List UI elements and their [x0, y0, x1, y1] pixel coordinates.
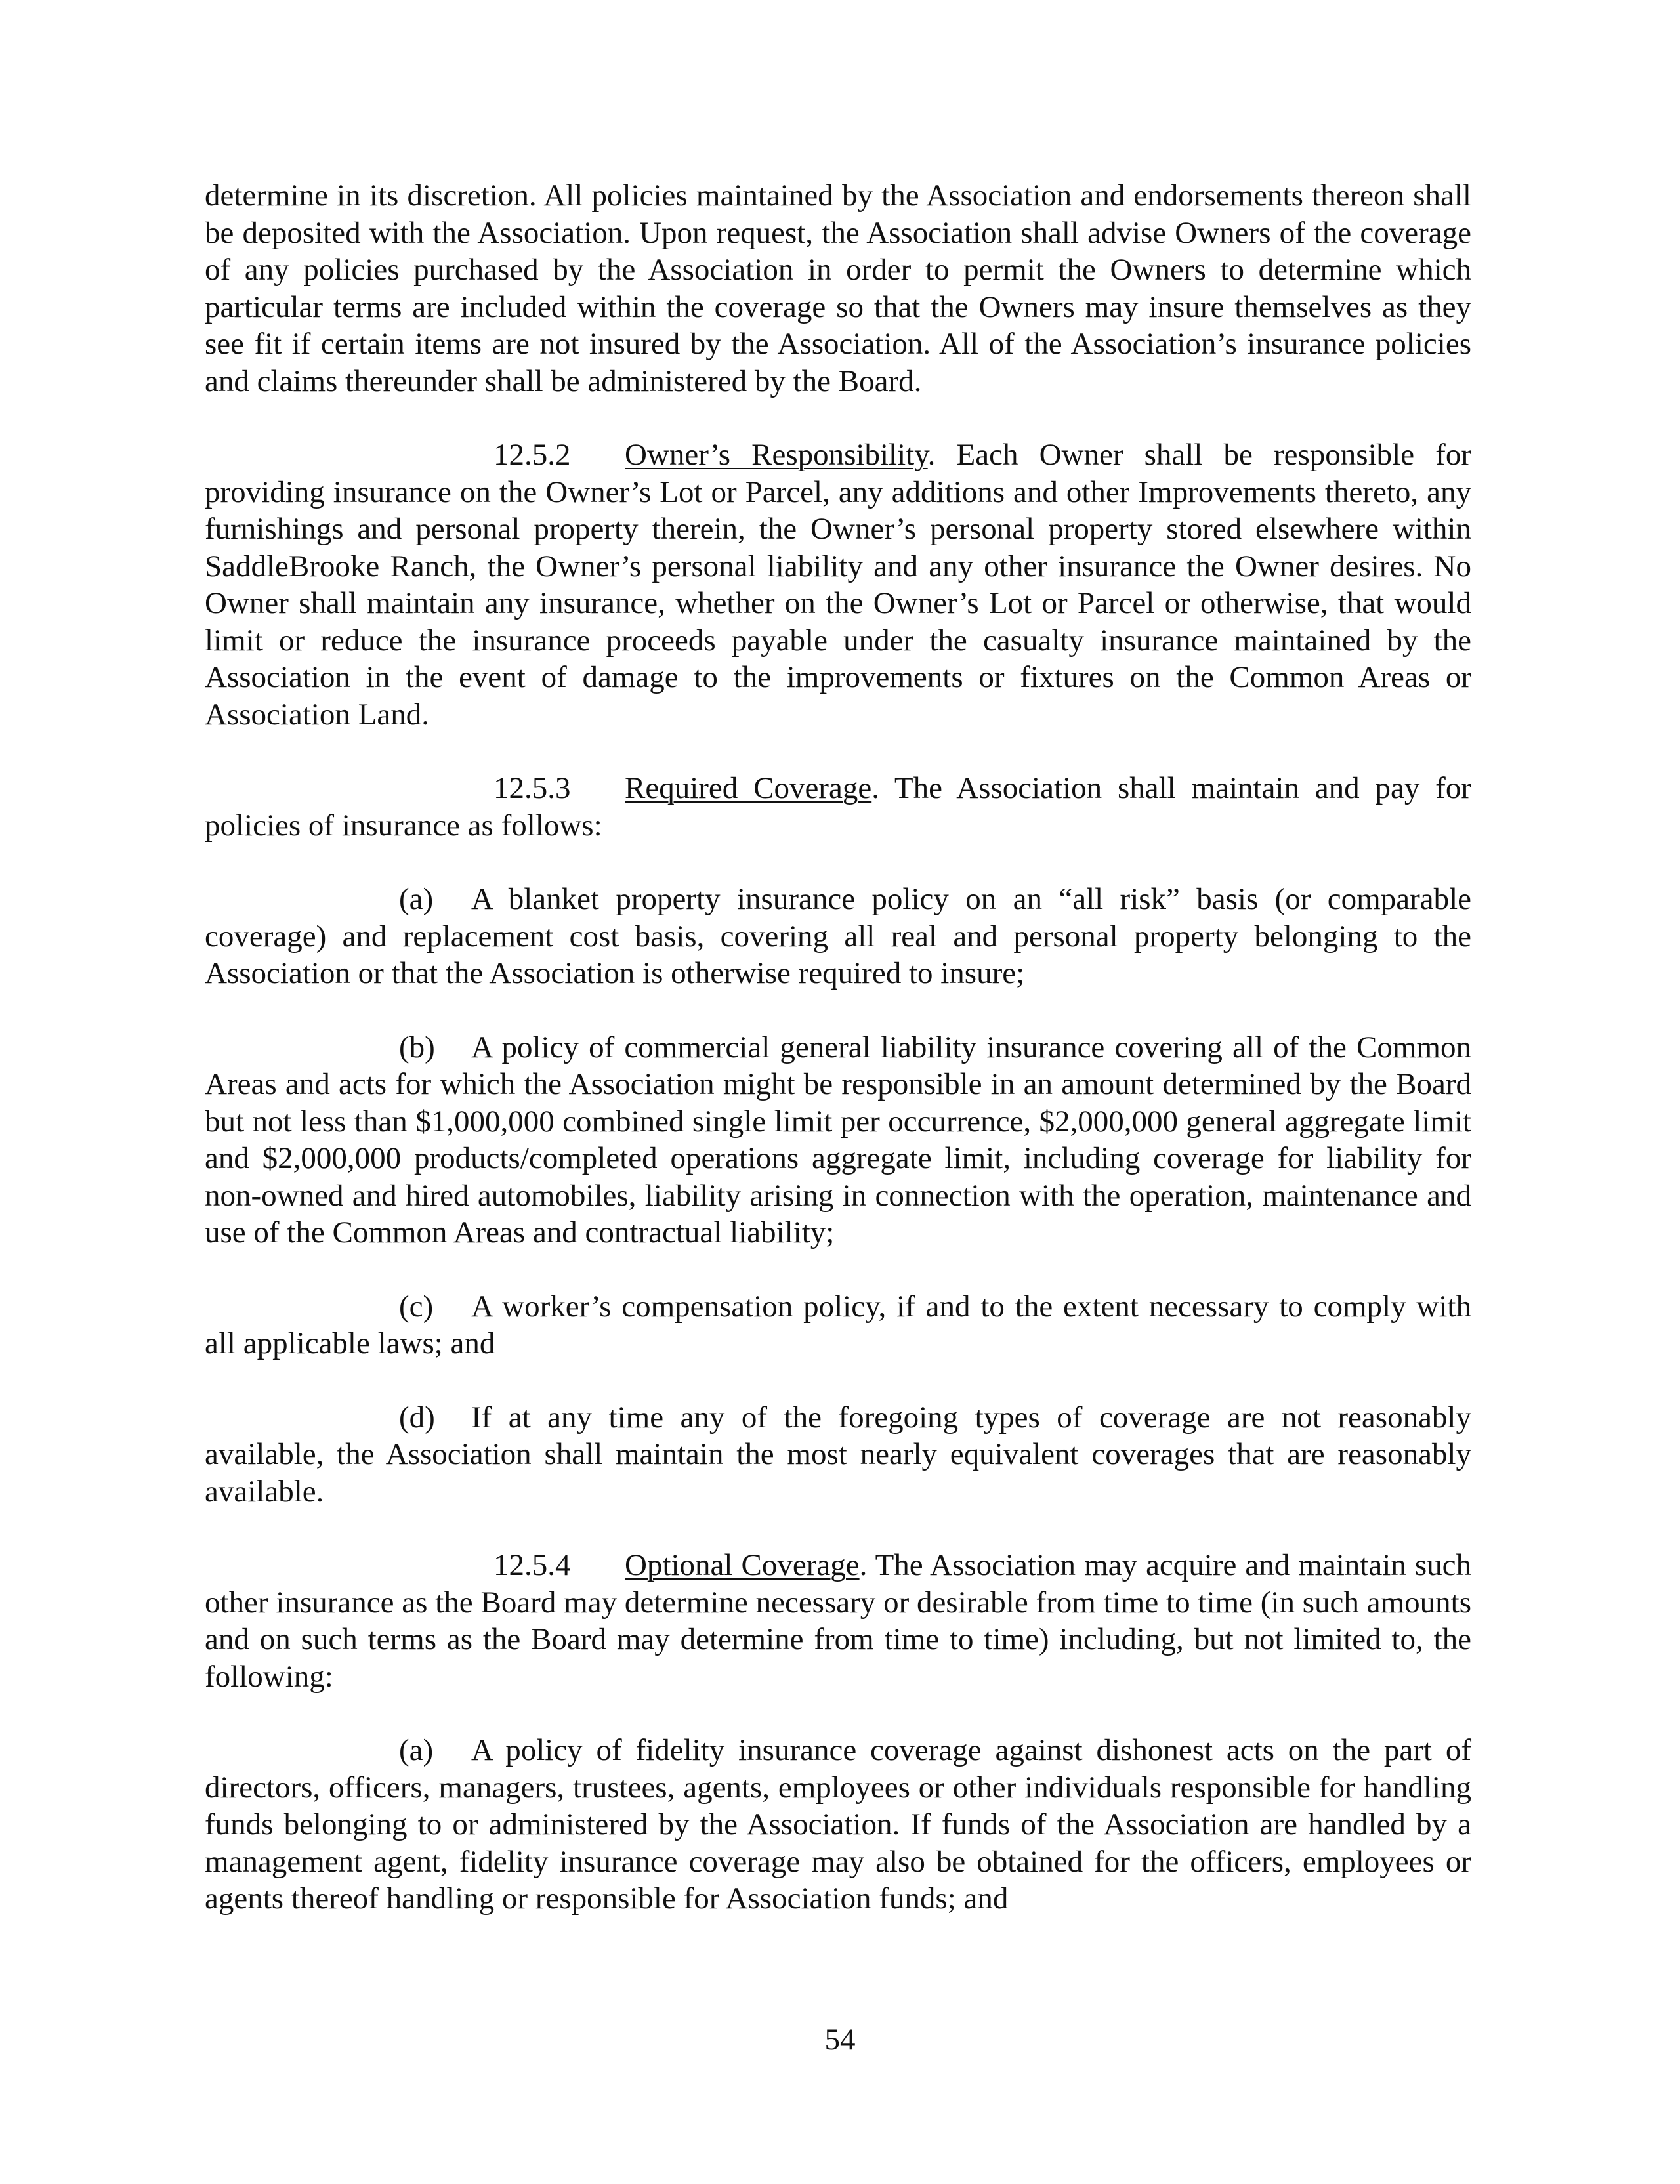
required-coverage-item-b — [205, 1029, 1471, 1251]
section-heading: Optional Coverage — [625, 1548, 860, 1582]
section-text: . Each Owner shall be responsible for providing insurance on the Owner’s Lot or Parcel, any additions and other Improvements thereto, any furnishings and personal property therein, the Owner’s personal property stored elsewhere within SaddleBrooke Ranch, the Owner’s personal liability and any other insurance the Owner desires. No Owner shall maintain any insurance, whether on the Owner’s Lot or Parcel or otherwise, that would limit or reduce the insurance proceeds payable under the casualty insurance maintained by the Association in the event of damage to the improvements or fixtures on the Common Areas or Association Land. — [205, 438, 1471, 732]
section-12-5-3 — [205, 770, 1471, 844]
section-number: 12.5.3 — [494, 771, 571, 805]
item-text: A policy of fidelity insurance coverage against dishonest acts on the part of directors, officers, managers, trustees, agents, employees or other individuals responsible for handling funds belonging to or administered by the Association. If funds of the Association are handled by a management agent, fidelity insurance coverage may also be obtained for the officers, employees or agents thereof handling or responsible for Association funds; and — [205, 1733, 1471, 1916]
item-marker: (d) — [399, 1400, 435, 1435]
required-coverage-item-c — [205, 1288, 1471, 1362]
document-body — [205, 177, 1471, 1954]
section-12-5-4 — [205, 1547, 1471, 1695]
section-text: . The Association may acquire and maintain such other insurance as the Board may determine necessary or desirable from time to time (in such amounts and on such terms as the Board may determine from time to time) including, but not limited to, the following: — [205, 1548, 1471, 1694]
item-text: A blanket property insurance policy on an “all risk” basis (or comparable coverage) and replacement cost basis, covering all real and personal property belonging to the Association or that the Association is otherwise required to insure; — [205, 882, 1471, 990]
opening-paragraph: determine in its discretion. All policies maintained by the Association and endorsements thereon shall be deposited with the Association. Upon request, the Association shall advise Owners of the coverage of any policies purchased by the Association in order to permit the Owners to determine which particular terms are included within the coverage so that the Owners may insure themselves as they see fit if certain items are not insured by the Association. All of the Association’s insurance policies and claims thereunder shall be administered by the Board. — [205, 178, 1471, 398]
required-coverage-item-d — [205, 1399, 1471, 1511]
item-text: A worker’s compensation policy, if and to the extent necessary to comply with all applicable laws; and — [205, 1289, 1471, 1360]
item-marker: (c) — [399, 1289, 434, 1324]
section-number: 12.5.2 — [494, 438, 571, 472]
section-12-5-2 — [205, 436, 1471, 733]
required-coverage-item-a — [205, 881, 1471, 992]
item-marker: (a) — [399, 1733, 434, 1767]
section-number: 12.5.4 — [494, 1548, 571, 1582]
section-heading: Owner’s Responsibility — [625, 438, 928, 472]
optional-coverage-item-a — [205, 1732, 1471, 1918]
page-number: 54 — [824, 2023, 856, 2057]
section-text: . The Association shall maintain and pay for policies of insurance as follows: — [205, 771, 1471, 843]
item-marker: (b) — [399, 1030, 435, 1064]
item-text: A policy of commercial general liability insurance covering all of the Common Areas and acts for which the Association might be responsible in an amount determined by the Board but not less than $1,000,000 combined single limit per occurrence, $2,000,000 general aggregate limit and $2,000,000 products/completed operations aggregate limit, including coverage for liability for non-owned and hired automobiles, liability arising in connection with the operation, maintenance and use of the Common Areas and contractual liability; — [205, 1030, 1471, 1250]
item-text: If at any time any of the foregoing types of coverage are not reasonably available, the Association shall maintain the most nearly equivalent coverages that are reasonably available. — [205, 1400, 1471, 1509]
section-heading: Required Coverage — [625, 771, 872, 805]
item-marker: (a) — [399, 882, 434, 916]
